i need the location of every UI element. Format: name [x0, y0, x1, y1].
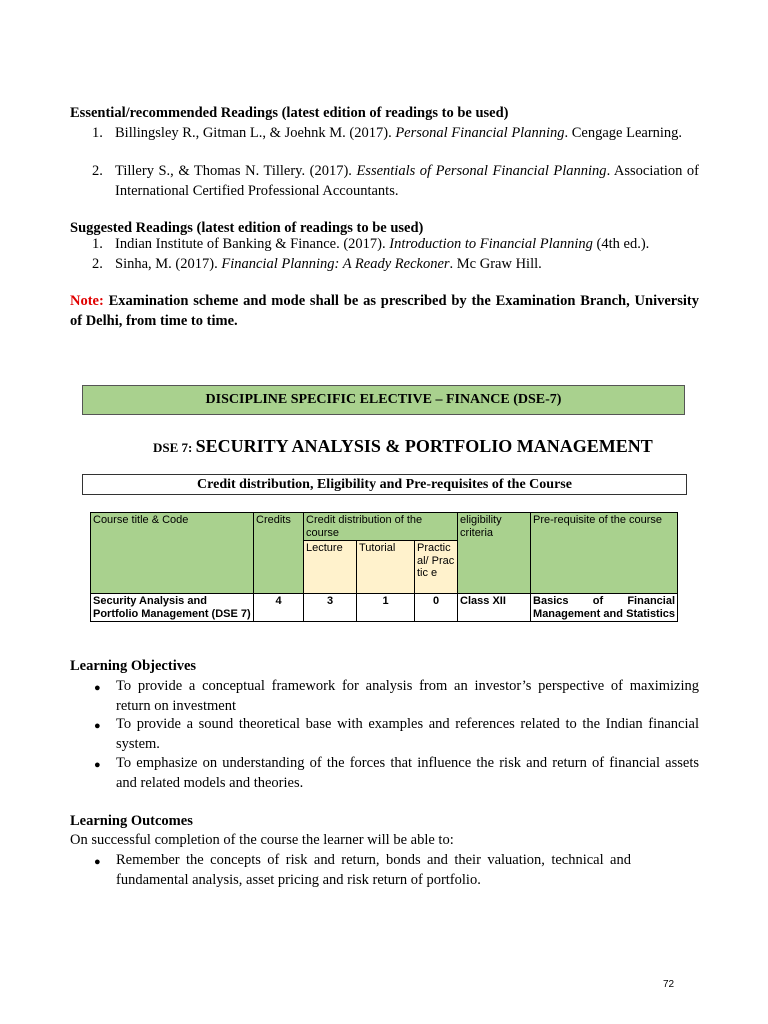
bullet-icon: ● — [94, 856, 101, 868]
cell-practical: 0 — [415, 594, 458, 622]
outcomes-intro: On successful completion of the course the learner will be able to: — [70, 832, 454, 848]
reading-publisher: . Cengage Learning. — [564, 125, 683, 141]
reading-title: Financial Planning: A Ready Reckoner — [221, 256, 450, 272]
objective-item: To provide a conceptual framework for analysis from an investor’s perspective of maximizing return on investment — [116, 678, 699, 714]
suggested-reading-2 — [92, 255, 699, 275]
reading-authors: Billingsley R., Gitman L., & Joehnk M. (2017). — [115, 125, 396, 141]
bullet-icon: ● — [94, 759, 101, 771]
outcome-item: Remember the concepts of risk and return, bonds and their valuation, technical and fundamental analysis, asset pricing and risk return of portfolio. — [116, 852, 631, 888]
reading-title: Essentials of Personal Financial Planning — [356, 163, 607, 179]
credit-distribution-heading: Credit distribution, Eligibility and Pre-requisites of the Course — [82, 474, 687, 495]
suggested-reading-1 — [92, 235, 699, 255]
objective-item: To emphasize on understanding of the forces that influence the risk and return of financial assets and related models and theories. — [116, 755, 699, 791]
header-eligibility: eligibility criteria — [458, 513, 531, 594]
exam-note — [70, 292, 699, 331]
course-name: SECURITY ANALYSIS & PORTFOLIO MANAGEMENT — [195, 436, 653, 456]
course-title — [153, 436, 653, 457]
essential-reading-1 — [92, 124, 699, 144]
reading-authors: Indian Institute of Banking & Finance. (2017). — [115, 236, 390, 252]
list-number: 1. — [92, 125, 103, 141]
learning-objectives-heading: Learning Objectives — [70, 658, 197, 674]
cell-eligibility: Class XII — [458, 594, 531, 622]
suggested-readings-heading: Suggested Readings (latest edition of readings to be used) — [70, 220, 424, 236]
table-row — [91, 594, 678, 622]
dse-banner: DISCIPLINE SPECIFIC ELECTIVE – FINANCE (DSE-7) — [82, 385, 685, 415]
reading-publisher: . Mc Graw Hill. — [449, 256, 542, 272]
header-practical: Practic al/ Practic e — [415, 541, 458, 594]
reading-title: Introduction to Financial Planning — [389, 236, 593, 252]
cell-credits: 4 — [254, 594, 304, 622]
table-header-row — [91, 513, 678, 541]
credit-table — [90, 512, 678, 622]
bullet-icon: ● — [94, 720, 101, 732]
page-number: 72 — [663, 979, 675, 990]
header-credits: Credits — [254, 513, 304, 594]
reading-authors: Tillery S., & Thomas N. Tillery. (2017). — [115, 163, 357, 179]
cell-lecture: 3 — [304, 594, 357, 622]
cell-tutorial: 1 — [357, 594, 415, 622]
header-prereq: Pre-requisite of the course — [531, 513, 678, 594]
header-lecture: Lecture — [304, 541, 357, 594]
list-number: 1. — [92, 236, 103, 252]
essential-reading-2 — [92, 162, 699, 201]
note-text: Examination scheme and mode shall be as prescribed by the Examination Branch, University of Delhi, from time to time. — [70, 293, 699, 329]
reading-publisher: (4th ed.). — [592, 236, 650, 252]
header-distribution: Credit distribution of the course — [304, 513, 458, 541]
header-course: Course title & Code — [91, 513, 254, 594]
note-label: Note: — [70, 293, 104, 309]
reading-title: Personal Financial Planning — [395, 125, 565, 141]
course-code-prefix: DSE 7: — [153, 440, 196, 455]
list-number: 2. — [92, 256, 103, 272]
list-number: 2. — [92, 163, 103, 179]
objective-item: To provide a sound theoretical base with examples and references related to the Indian financial system. — [116, 716, 699, 752]
reading-authors: Sinha, M. (2017). — [115, 256, 222, 272]
reading-publisher: . Association of International Certified Professional Accountants. — [115, 163, 699, 199]
essential-readings-heading: Essential/recommended Readings (latest edition of readings to be used) — [70, 105, 509, 121]
cell-course: Security Analysis and Portfolio Management (DSE 7) — [91, 594, 254, 622]
header-tutorial: Tutorial — [357, 541, 415, 594]
bullet-icon: ● — [94, 682, 101, 694]
learning-outcomes-heading: Learning Outcomes — [70, 813, 193, 829]
cell-prereq: Basics of Financial Management and Statistics — [531, 594, 678, 622]
